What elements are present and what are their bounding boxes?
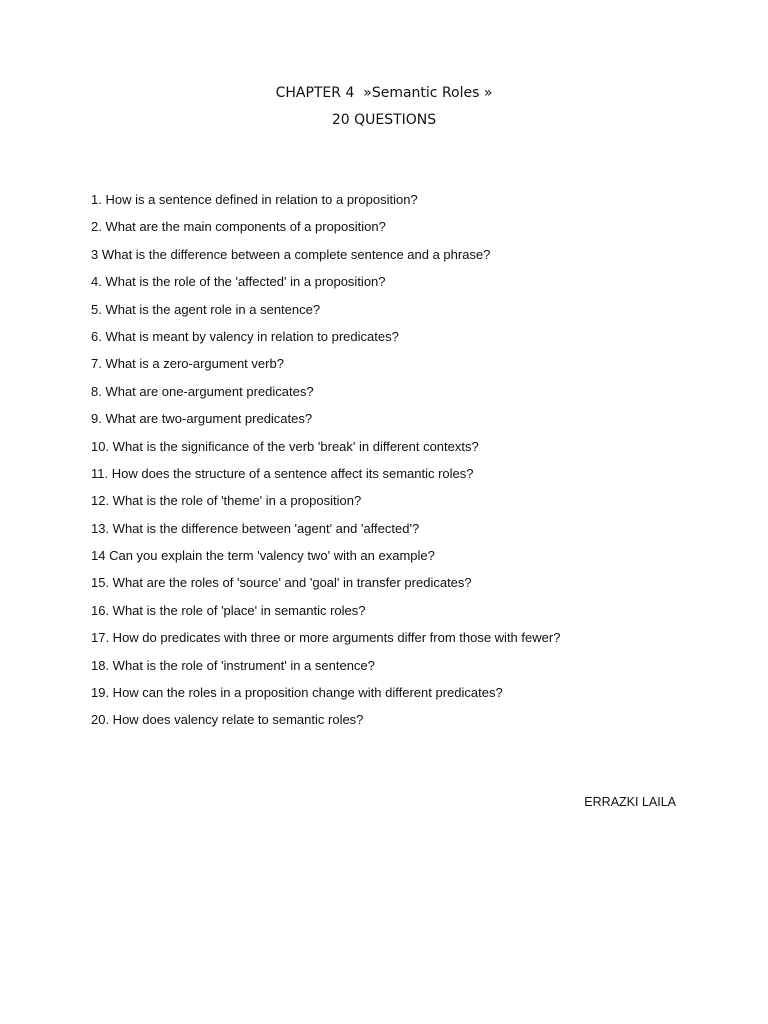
question-item: 8. What are one-argument predicates? — [91, 383, 314, 399]
question-item: 19. How can the roles in a proposition change with different predicates? — [91, 685, 503, 701]
question-item: 4. What is the role of the 'affected' in a proposition? — [91, 274, 386, 290]
question-item: 13. What is the difference between 'agent' and 'affected'? — [91, 520, 420, 536]
question-item: 16. What is the role of 'place' in semantic roles? — [91, 602, 366, 618]
question-item: 18. What is the role of 'instrument' in a sentence? — [91, 657, 375, 673]
questions-subtitle: 20 QUESTIONS — [331, 112, 437, 128]
question-item: 15. What are the roles of 'source' and 'goal' in transfer predicates? — [91, 575, 472, 591]
question-item: 12. What is the role of 'theme' in a proposition? — [91, 493, 362, 509]
chapter-title: CHAPTER 4 »Semantic Roles » — [275, 85, 493, 101]
question-item: 5. What is the agent role in a sentence? — [91, 301, 321, 317]
question-item: 1. How is a sentence defined in relation to a proposition? — [91, 192, 418, 207]
question-item: 11. How does the structure of a sentence affect its semantic roles? — [91, 465, 474, 481]
question-item: 14 Can you explain the term 'valency two' with an example? — [91, 548, 435, 564]
question-item: 2. What are the main components of a proposition? — [91, 219, 386, 235]
question-list — [91, 189, 711, 737]
question-item: 7. What is a zero-argument verb? — [91, 356, 284, 372]
question-item: 20. How does valency relate to semantic roles? — [91, 712, 364, 728]
question-item: 6. What is meant by valency in relation to predicates? — [91, 328, 399, 344]
author-name: ERRAZKI LAILA — [584, 795, 676, 809]
question-item: 3 What is the difference between a complete sentence and a phrase? — [91, 246, 491, 262]
question-item: 9. What are two-argument predicates? — [91, 411, 313, 427]
question-item: 17. How do predicates with three or more arguments differ from those with fewer? — [91, 630, 561, 646]
question-item: 10. What is the significance of the verb 'break' in different contexts? — [91, 438, 479, 454]
document-header — [0, 82, 768, 130]
